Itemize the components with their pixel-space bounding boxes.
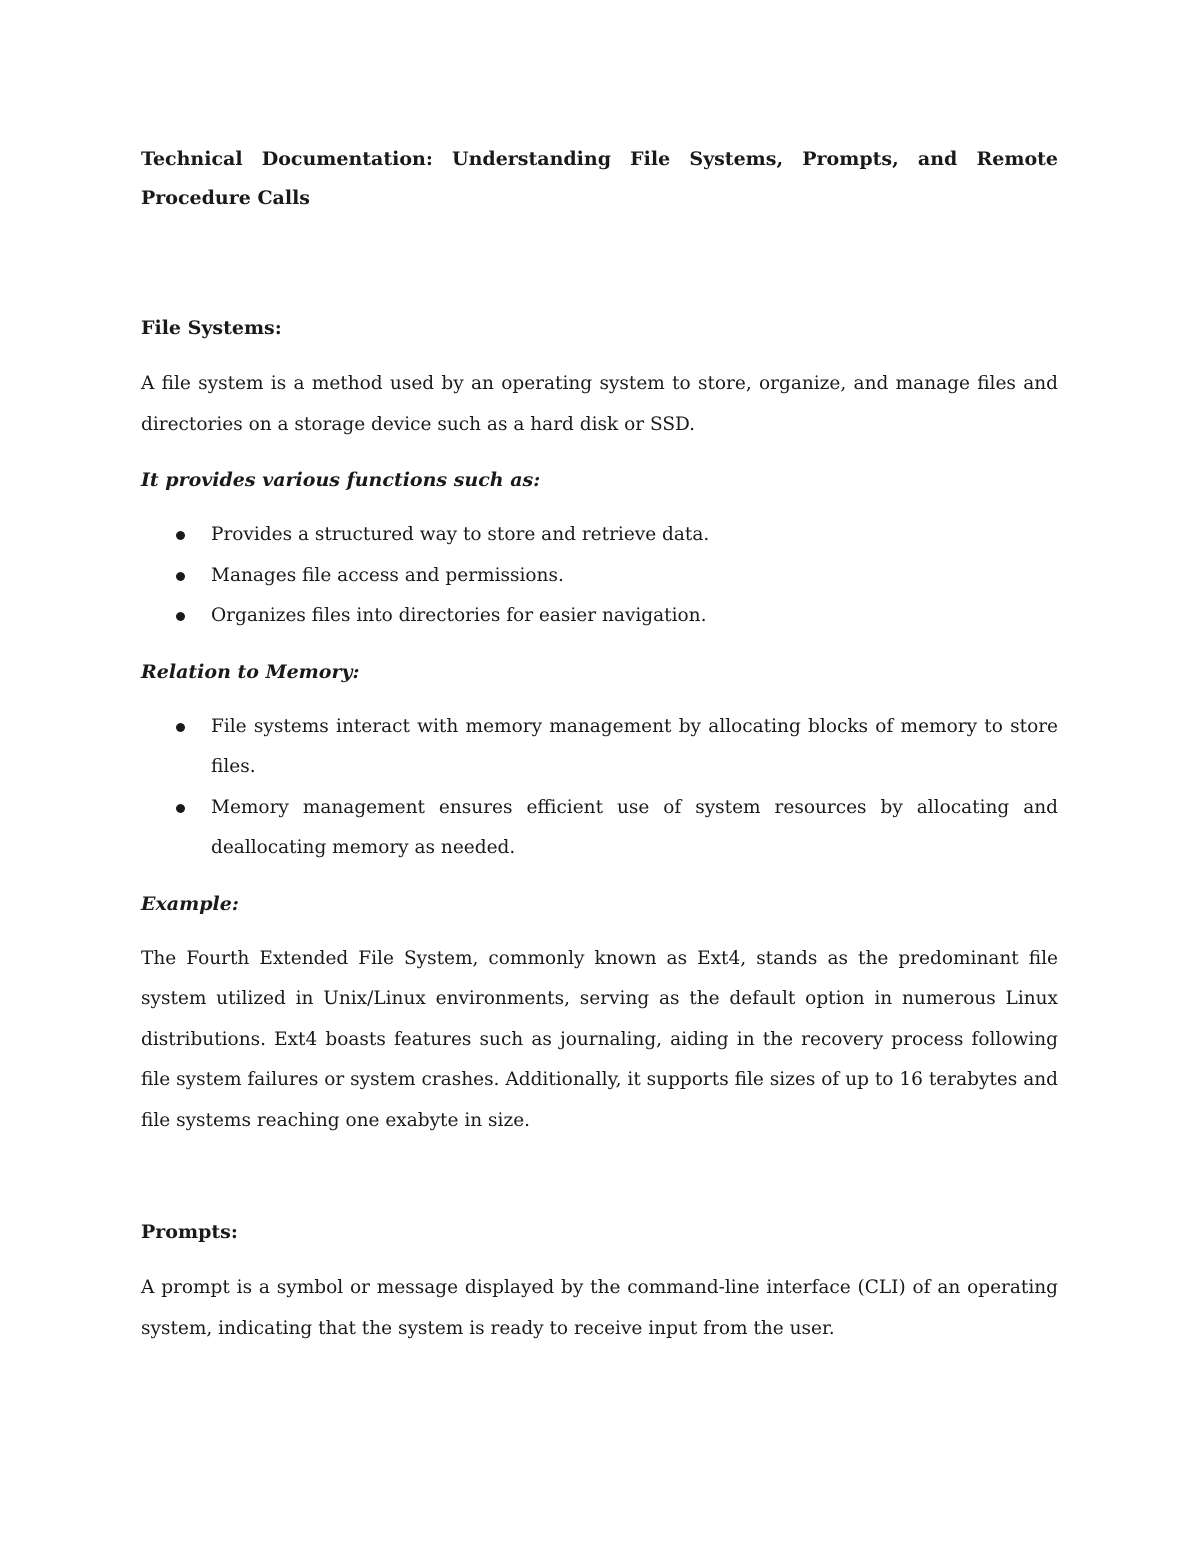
list-item [141, 515, 1058, 556]
memory-list [141, 707, 1058, 869]
bullet-icon [176, 723, 185, 732]
bullet-icon [176, 531, 185, 540]
functions-subheading: It provides various functions such as: [141, 469, 541, 491]
file-systems-intro-paragraph: A file system is a method used by an operating system to store, organize, and manage files and directories on a storage device such as a hard disk or SSD. [141, 373, 1058, 435]
list-item-text: Provides a structured way to store and retrieve data. [211, 524, 710, 545]
list-item-text: Manages file access and permissions. [211, 564, 564, 586]
document-page [141, 140, 1058, 1349]
section-heading-prompts: Prompts: [141, 1221, 238, 1243]
bullet-icon [176, 572, 185, 581]
section-heading-file-systems: File Systems: [141, 317, 282, 339]
document-title: Technical Documentation: Understanding File Systems, Prompts, and Remote Procedure Calls [141, 148, 1058, 209]
example-paragraph: The Fourth Extended File System, commonly known as Ext4, stands as the predominant file system utilized in Unix/Linux environments, serving as the default option in numerous Linux distributions. Ext4 boasts features such as journaling, aiding in the recovery process following file system failures or system crashes. Additionally, it supports file sizes of up to 16 terabytes and file systems reaching one exabyte in size. [141, 947, 1058, 1131]
list-item-text: Organizes files into directories for easier navigation. [211, 605, 707, 626]
spacer [141, 218, 1058, 308]
list-item-text: File systems interact with memory management by allocating blocks of memory to store files. [211, 715, 1058, 777]
bullet-icon [176, 612, 185, 621]
memory-subheading: Relation to Memory: [141, 660, 360, 683]
list-item-text: Memory management ensures efficient use of system resources by allocating and deallocating memory as needed. [211, 796, 1058, 858]
list-item [141, 556, 1058, 597]
example-subheading: Example: [141, 892, 239, 915]
list-item [141, 596, 1058, 637]
list-item [141, 707, 1058, 788]
list-item [141, 788, 1058, 869]
bullet-icon [176, 804, 185, 813]
prompts-intro-paragraph: A prompt is a symbol or message displayed by the command-line interface (CLI) of an operating system, indicating that the system is ready to receive input from the user. [141, 1277, 1058, 1339]
functions-list [141, 515, 1058, 637]
